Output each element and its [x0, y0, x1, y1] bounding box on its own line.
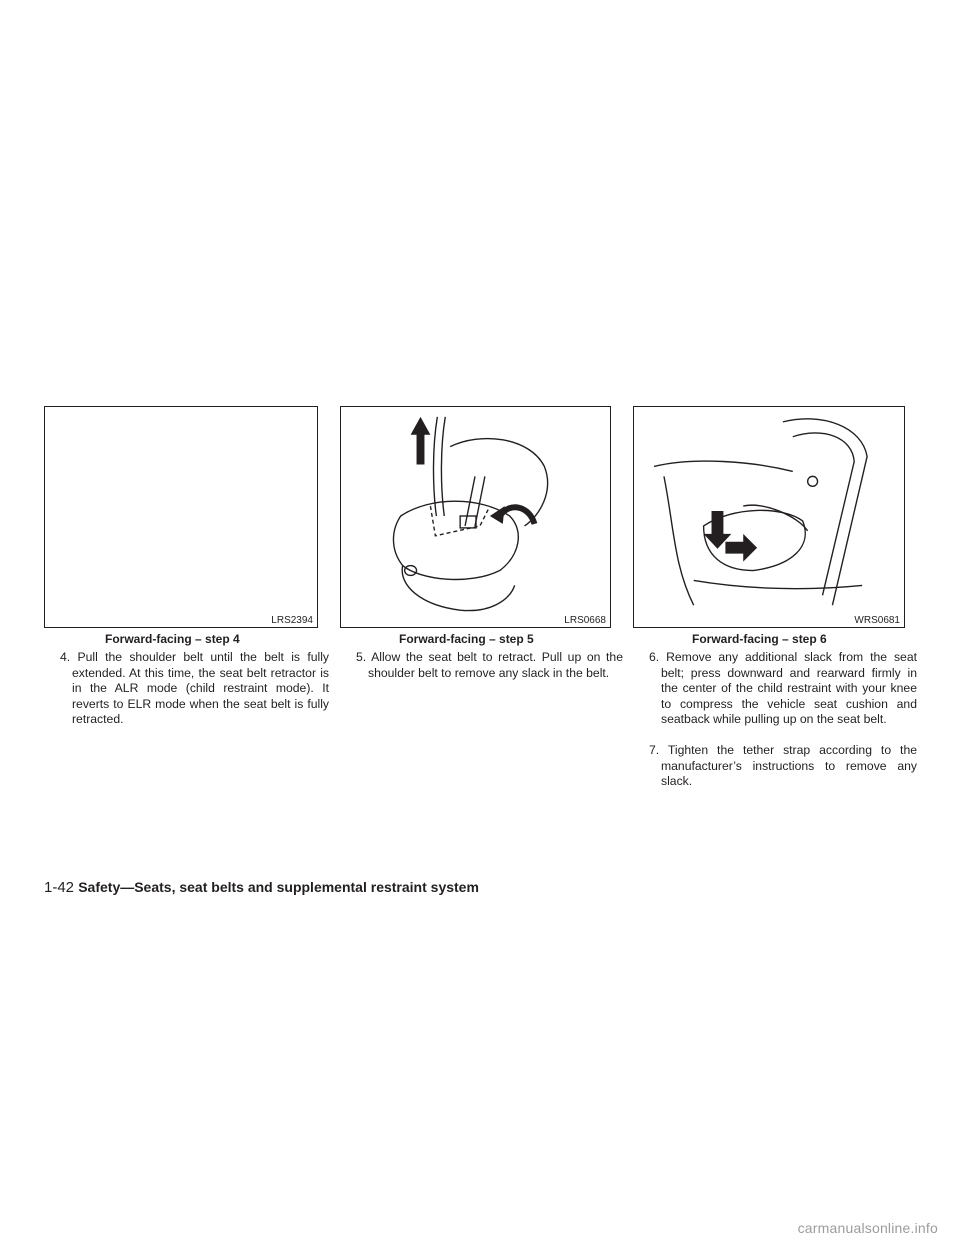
- figure-step-5: [340, 406, 611, 628]
- watermark: carmanualsonline.info: [797, 1220, 938, 1236]
- step-6-text: 6. Remove any additional slack from the seat belt; press downward and rearward firmly in the center of the child restraint with your knee to compress the vehicle seat cushion and seatback while pulling up on the seat belt.: [649, 650, 917, 727]
- figure-step-4: [44, 406, 318, 628]
- step-4-text: 4. Pull the shoulder belt until the belt is fully extended. At this time, the seat belt retractor is in the ALR mode (child restraint mode). It reverts to ELR mode when the seat belt is fully retracted.: [60, 650, 329, 727]
- figure-step-6: [633, 406, 905, 628]
- step-5-text: 5. Allow the seat belt to retract. Pull up on the shoulder belt to remove any slack in the belt.: [356, 650, 623, 680]
- step-7-text: 7. Tighten the tether strap according to the manufacturer’s instructions to remove any slack.: [649, 743, 917, 789]
- figure-caption: Forward-facing – step 6: [692, 632, 827, 646]
- page-footer: [44, 879, 479, 896]
- section-title: Safety—Seats, seat belts and supplemental restraint system: [78, 879, 479, 895]
- figure-caption: Forward-facing – step 5: [399, 632, 534, 646]
- figure-code: LRS0668: [564, 615, 606, 626]
- figure-caption: Forward-facing – step 4: [105, 632, 240, 646]
- knee-press-illustration: [634, 407, 904, 627]
- page-number: 1-42: [44, 879, 75, 896]
- child-seat-illustration: [341, 407, 610, 627]
- figure-code: WRS0681: [854, 615, 900, 626]
- figure-code: LRS2394: [271, 615, 313, 626]
